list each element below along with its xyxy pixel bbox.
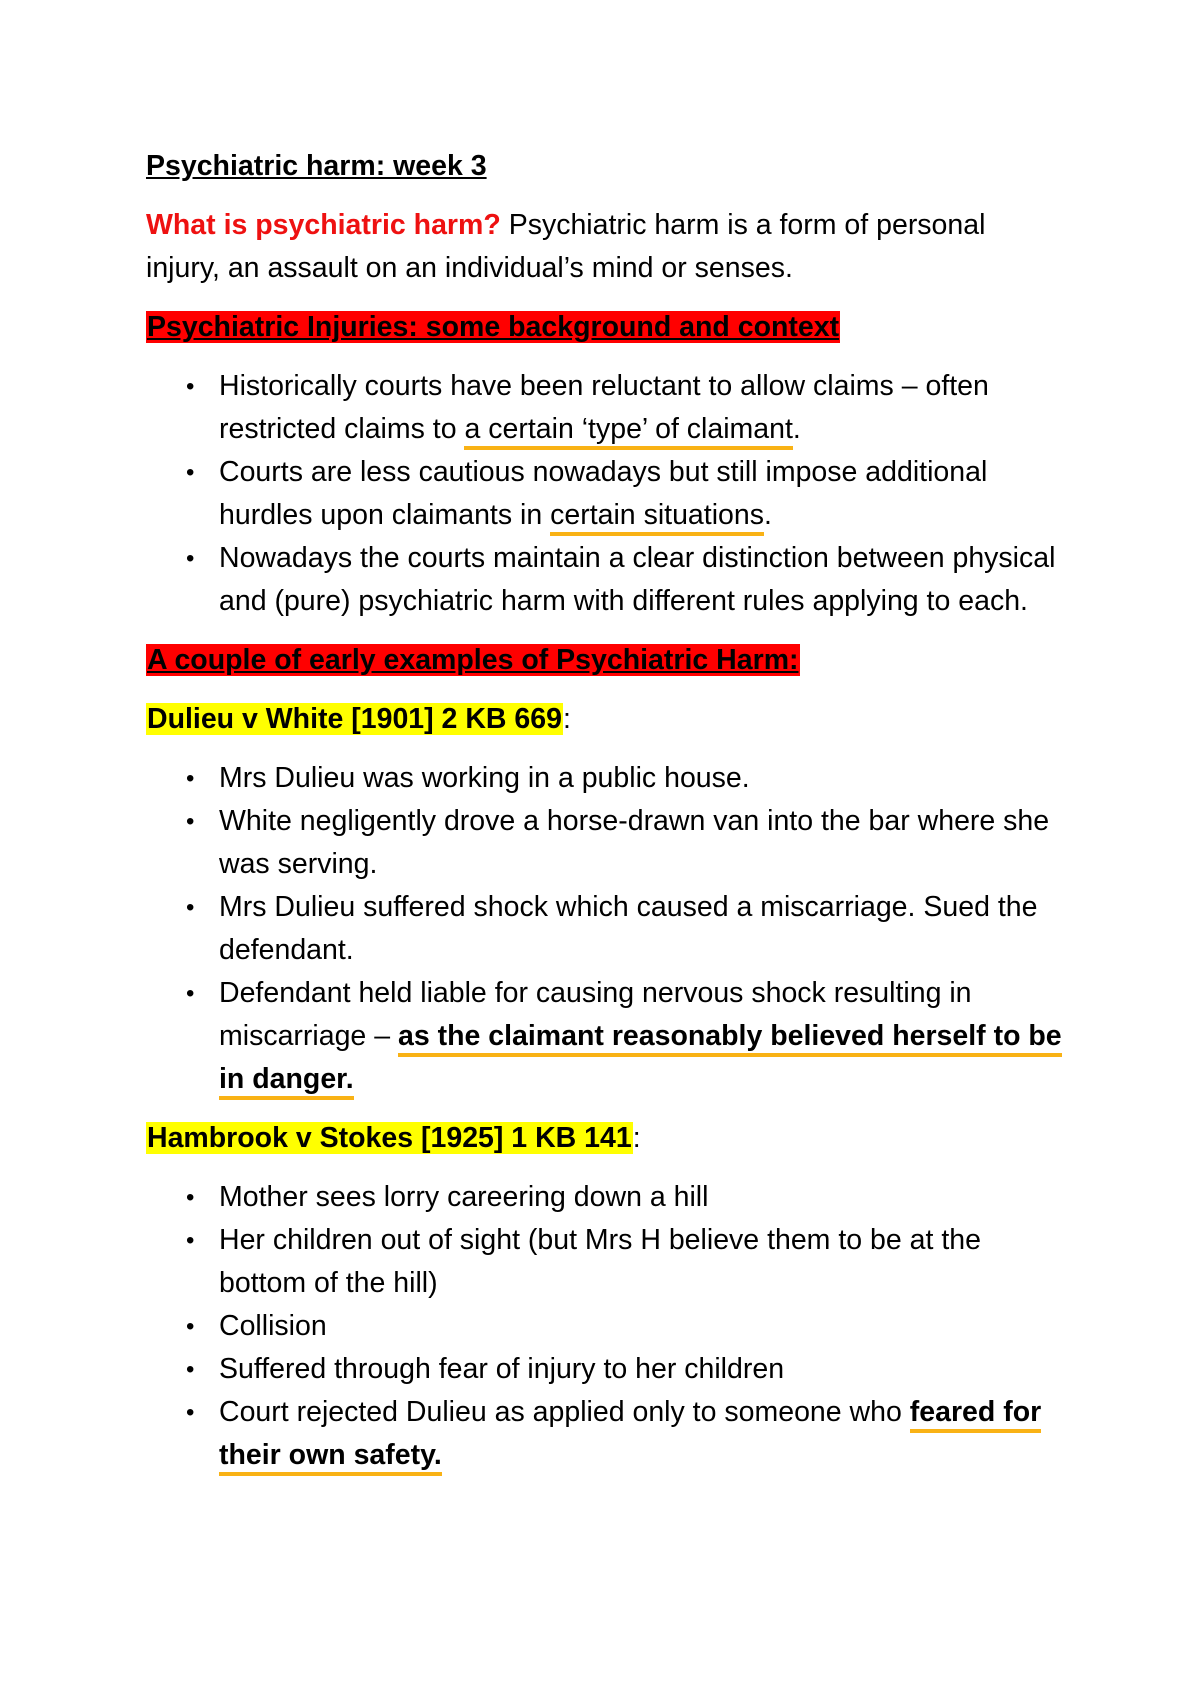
bullet-icon: •	[186, 1399, 195, 1426]
intro-answer: Psychiatric harm is a form of personal injury, an assault on an individual’s mind or senses.	[146, 209, 986, 284]
hambrook-bullet-list	[146, 1176, 1066, 1477]
underlined-phrase: feared for their own safety.	[219, 1396, 1041, 1476]
bullet-icon: •	[186, 894, 195, 921]
section-heading-background-text: Psychiatric Injuries: some background and context	[147, 311, 840, 343]
bullet-icon: •	[186, 980, 195, 1007]
document-page	[146, 145, 1066, 1493]
list-item: • Defendant held liable for causing nervous shock resulting in miscarriage – as the claimant reasonably believed herself to be in danger.	[146, 972, 1066, 1101]
bullet-icon: •	[186, 1184, 195, 1211]
bullet-icon: •	[186, 765, 195, 792]
list-item: • White negligently drove a horse-drawn van into the bar where she was serving.	[146, 800, 1066, 886]
background-bullet-list	[146, 365, 1066, 623]
section-heading-examples-text: A couple of early examples of Psychiatric Harm:	[147, 644, 799, 676]
section-heading-examples	[146, 639, 1066, 682]
list-item: • Nowadays the courts maintain a clear distinction between physical and (pure) psychiatric harm with different rules applying to each.	[146, 537, 1066, 623]
bullet-icon: •	[186, 459, 195, 486]
list-item: • Courts are less cautious nowadays but still impose additional hurdles upon claimants in certain situations.	[146, 451, 1066, 537]
case-heading-hambrook: Hambrook v Stokes [1925] 1 KB 141:	[147, 1122, 641, 1154]
underlined-phrase: a certain ‘type’ of claimant	[464, 413, 792, 450]
underlined-phrase: as the claimant reasonably believed herself to be in danger.	[219, 1020, 1062, 1100]
underlined-phrase: certain situations	[550, 499, 764, 536]
list-item: • Her children out of sight (but Mrs H believe them to be at the bottom of the hill)	[146, 1219, 1066, 1305]
list-item: • Suffered through fear of injury to her children	[146, 1348, 1066, 1391]
bullet-icon: •	[186, 373, 195, 400]
intro-paragraph	[146, 204, 1066, 290]
bullet-icon: •	[186, 1313, 195, 1340]
section-heading-background	[146, 306, 1066, 349]
dulieu-bullet-list	[146, 757, 1066, 1101]
case-heading-dulieu: Dulieu v White [1901] 2 KB 669:	[147, 703, 571, 735]
list-item: • Collision	[146, 1305, 1066, 1348]
case-name-hambrook: Hambrook v Stokes [1925] 1 KB 141	[147, 1122, 632, 1154]
bullet-icon: •	[186, 1227, 195, 1254]
list-item: • Court rejected Dulieu as applied only to someone who feared for their own safety.	[146, 1391, 1066, 1477]
bullet-icon: •	[186, 808, 195, 835]
list-item: • Mother sees lorry careering down a hill	[146, 1176, 1066, 1219]
case-name-dulieu: Dulieu v White [1901] 2 KB 669	[147, 703, 562, 735]
bullet-icon: •	[186, 1356, 195, 1383]
list-item: • Historically courts have been reluctant to allow claims – often restricted claims to a certain ‘type’ of claimant.	[146, 365, 1066, 451]
page-title: Psychiatric harm: week 3	[146, 150, 487, 182]
intro-question: What is psychiatric harm?	[146, 209, 501, 241]
list-item: • Mrs Dulieu was working in a public house.	[146, 757, 1066, 800]
list-item: • Mrs Dulieu suffered shock which caused a miscarriage. Sued the defendant.	[146, 886, 1066, 972]
bullet-icon: •	[186, 545, 195, 572]
